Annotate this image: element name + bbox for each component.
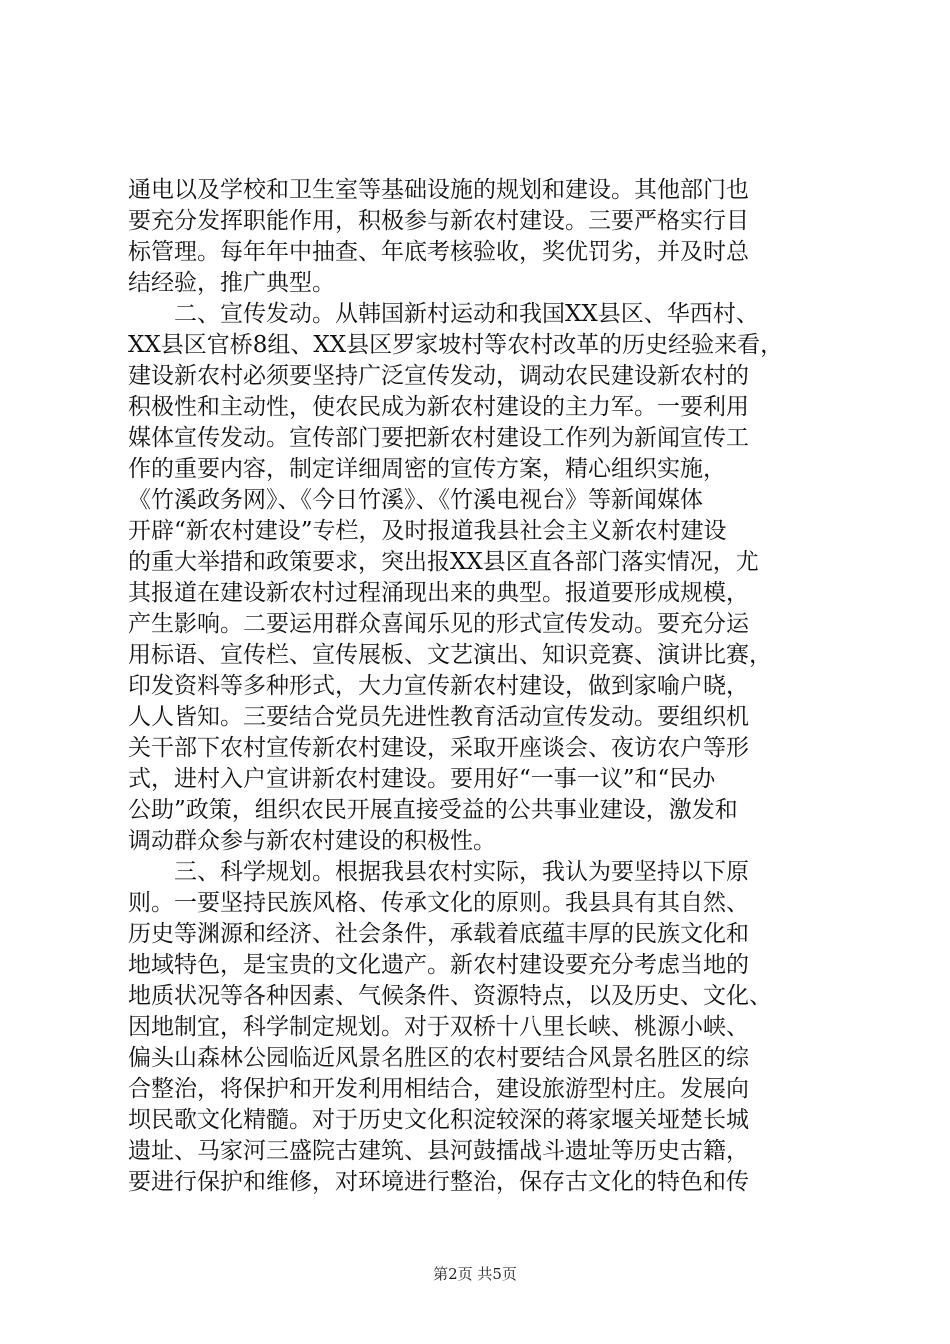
text-line: 要进行保护和维修，对环境进行整治，保存古文化的特色和传 [128, 1169, 749, 1195]
text-line: 偏头山森林公园临近风景名胜区的农村要结合风景名胜区的综 [128, 1045, 749, 1071]
text-line: 地域特色，是宝贵的文化遗产。新农村建设要充分考虑当地的 [128, 952, 749, 978]
text-line: 积极性和主动性，使农民成为新农村建设的主力军。一要利用 [128, 394, 749, 420]
text-line: 人人皆知。三要结合党员先进性教育活动宣传发动。要组织机 [128, 704, 749, 730]
text-line: 要充分发挥职能作用，积极参与新农村建设。三要严格实行目 [128, 208, 749, 234]
text-line: 调动群众参与新农村建设的积极性。 [128, 828, 496, 854]
text-line: 通电以及学校和卫生室等基础设施的规划和建设。其他部门也 [128, 177, 749, 203]
text-line: 合整治，将保护和开发利用相结合，建设旅游型村庄。发展向 [128, 1076, 749, 1102]
text-line: 产生影响。二要运用群众喜闻乐见的形式宣传发动。要充分运 [128, 611, 749, 637]
text-line: 媒体宣传发动。宣传部门要把新农村建设工作列为新闻宣传工 [128, 425, 749, 451]
text-line: 式，进村入户宣讲新农村建设。要用好“一事一议”和“民办 [128, 766, 716, 792]
page-footer: 第2页 共5页 [433, 1265, 517, 1283]
text-line: 用标语、宣传栏、宣传展板、文艺演出、知识竞赛、演讲比赛， [128, 642, 772, 668]
text-line: 则。一要坚持民族风格、传承文化的原则。我县具有其自然、 [128, 890, 749, 916]
text-line: XX县区官桥8组、XX县区罗家坡村等农村改革的历史经验来看， [128, 332, 784, 358]
text-line: 三、科学规划。根据我县农村实际，我认为要坚持以下原 [128, 859, 749, 885]
text-line: 《竹溪政务网》、《今日竹溪》、《竹溪电视台》等新闻媒体 [128, 487, 703, 513]
text-line: 的重大举措和政策要求，突出报XX县区直各部门落实情况，尤 [128, 549, 759, 575]
text-line: 地质状况等各种因素、气候条件、资源特点，以及历史、文化、 [128, 983, 772, 1009]
text-line: 公助”政策，组织农民开展直接受益的公共事业建设，激发和 [128, 797, 738, 823]
text-line: 建设新农村必须要坚持广泛宣传发动，调动农民建设新农村的 [128, 363, 749, 389]
text-line: 关干部下农村宣传新农村建设，采取开座谈会、夜访农户等形 [128, 735, 749, 761]
text-line: 标管理。每年年中抽查、年底考核验收，奖优罚劣，并及时总 [128, 239, 749, 265]
text-line: 遗址、马家河三盛院古建筑、县河鼓擂战斗遗址等历史古籍， [128, 1138, 749, 1164]
text-line: 结经验，推广典型。 [128, 270, 335, 296]
text-line: 坝民歌文化精髓。对于历史文化积淀较深的蒋家堰关垭楚长城 [128, 1107, 749, 1133]
text-line: 历史等渊源和经济、社会条件，承载着底蕴丰厚的民族文化和 [128, 921, 749, 947]
text-line: 二、宣传发动。从韩国新村运动和我国XX县区、华西村、 [128, 301, 759, 327]
text-line: 作的重要内容，制定详细周密的宣传方案，精心组织实施， [128, 456, 726, 482]
text-line: 开辟“新农村建设”专栏，及时报道我县社会主义新农村建设 [128, 518, 727, 544]
text-line: 印发资料等多种形式，大力宣传新农村建设，做到家喻户晓， [128, 673, 749, 699]
text-line: 其报道在建设新农村过程涌现出来的典型。报道要形成规模， [128, 580, 749, 606]
text-line: 因地制宜，科学制定规划。对于双桥十八里长峡、桃源小峡、 [128, 1014, 749, 1040]
